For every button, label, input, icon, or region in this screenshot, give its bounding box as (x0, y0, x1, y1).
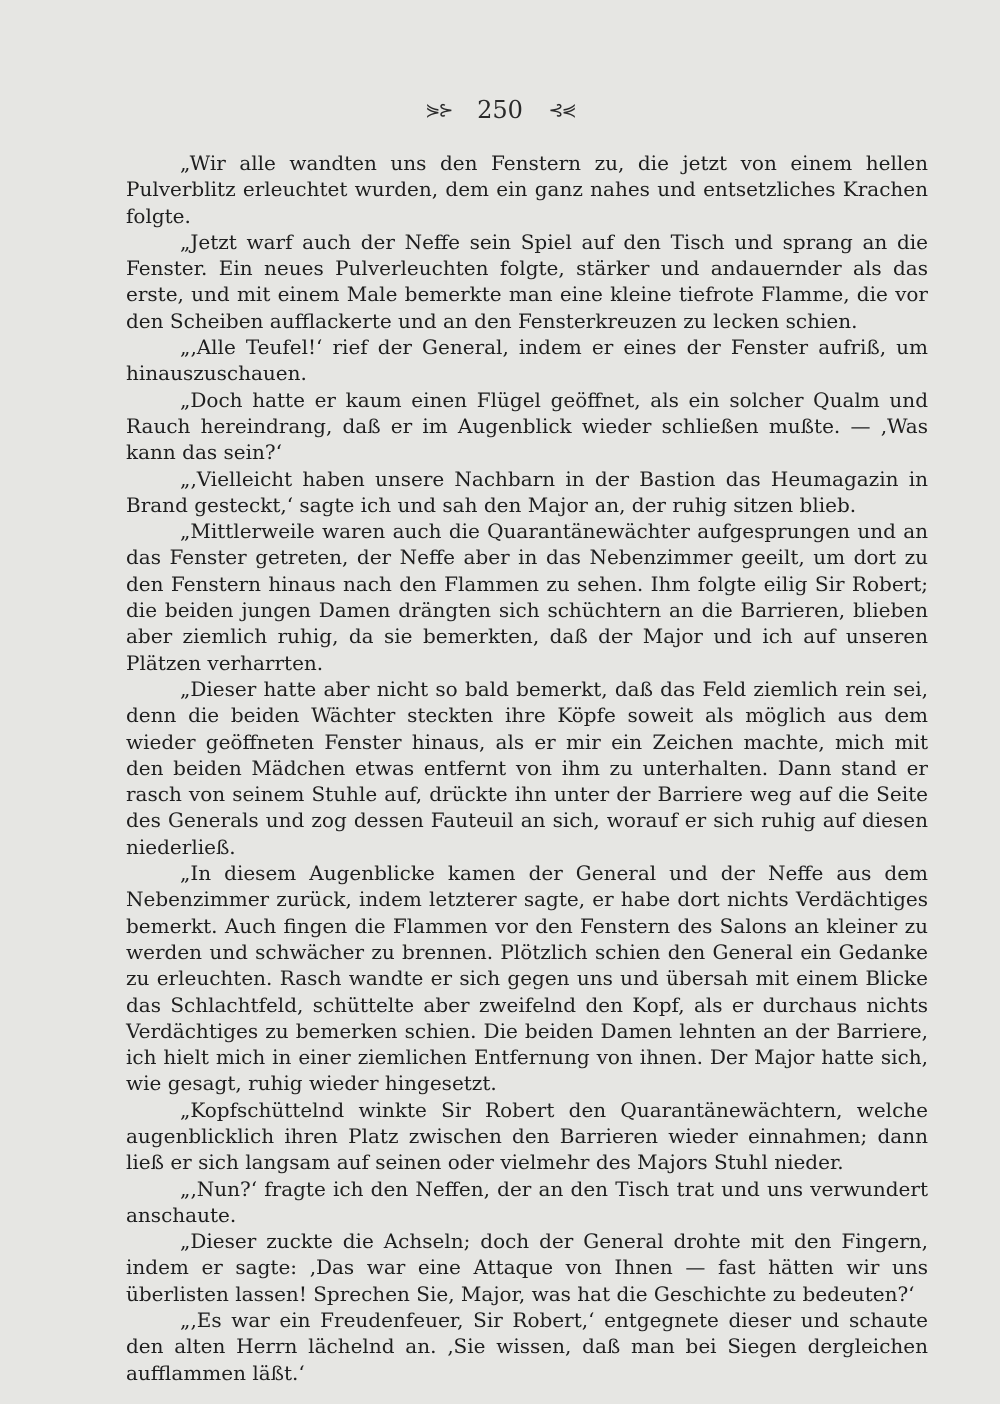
paragraph: „Kopfschüttelnd winkte Sir Robert den Quarantänewächtern, welche augenblicklich ihren Platz zwischen den Barrieren wieder einnahmen; dann ließ er sich langsam auf seinen oder vielmehr des Majors Stuhl nieder. (126, 1097, 928, 1175)
ornament-right-icon: ⊰⋞ (548, 100, 575, 121)
paragraph: „Dieser zuckte die Achseln; doch der General drohte mit den Fingern, indem er sagte: ‚Das war eine Attaque von Ihnen — fast hätten wir uns überlisten lassen! Sprechen Sie, Major, was hat die Geschichte zu bedeuten?‘ (126, 1229, 928, 1306)
ornament-left-icon: ⋟⊱ (425, 100, 452, 121)
paragraph: „Dieser hatte aber nicht so bald bemerkt, daß das Feld ziemlich rein sei, denn die beiden Wächter steckten ihre Köpfe soweit als möglich aus dem wieder geöffneten Fenster hinaus, als er mir ein Zeichen machte, mich mit den beiden Mädchen etwas entfernt von ihm zu unterhalten. Dann stand er rasch von seinem Stuhle auf, drückte ihn unter der Barriere weg auf die Seite des Generals und zog dessen Fauteuil an sich, worauf er sich ruhig auf diesen niederließ. (126, 676, 928, 859)
paragraph: „‚Es war ein Freudenfeuer, Sir Robert,‘ entgegnete dieser und schaute den alten Herrn lächelnd an. ‚Sie wissen, daß man bei Siegen dergleichen aufflammen läßt.‘ (126, 1308, 928, 1385)
paragraph: „Wir alle wandten uns den Fenstern zu, die jetzt von einem hellen Pulverblitz erleuchtet wurden, dem ein ganz nahes und entsetzliches Krachen folgte. (126, 151, 928, 228)
paragraph: „‚Nun?‘ fragte ich den Neffen, der an den Tisch trat und uns verwundert anschaute. (126, 1176, 928, 1227)
page-number: 250 (477, 96, 523, 124)
paragraph: „‚Vielleicht haben unsere Nachbarn in der Bastion das Heumagazin in Brand gesteckt,‘ sagte ich und sah den Major an, der ruhig sitzen blieb. (126, 466, 928, 517)
paragraph: „Doch hatte er kaum einen Flügel geöffnet, als ein solcher Qualm und Rauch hereindrang, daß er im Augenblick wieder schließen mußte. — ‚Was kann das sein?‘ (126, 387, 928, 465)
paragraph: „In diesem Augenblicke kamen der General und der Neffe aus dem Nebenzimmer zurück, indem letzterer sagte, er habe dort nichts Verdächtiges bemerkt. Auch fingen die Flammen vor den Fenstern des Salons an kleiner zu werden und schwächer zu brennen. Plötzlich schien den General ein Gedanke zu erleuchten. Rasch wandte er sich gegen uns und übersah mit einem Blicke das Schlachtfeld, schüttelte aber zweifelnd den Kopf, als er durchaus nichts Verdächtiges zu bemerken schien. Die beiden Damen lehnten an der Barriere, ich hielt mich in einer ziemlichen Entfernung von ihnen. Der Major hatte sich, wie gesagt, ruhig wieder hingesetzt. (126, 861, 928, 1096)
paragraph: „Mittlerweile waren auch die Quarantänewächter aufgesprungen und an das Fenster getreten, der Neffe aber in das Nebenzimmer geeilt, um dort zu den Fenstern hinaus nach den Flammen zu sehen. Ihm folgte eilig Sir Robert; die beiden jungen Damen drängten sich schüchtern an die Barrieren, blieben aber ziemlich ruhig, da sie bemerkten, daß der Major und ich auf unseren Plätzen verharrten. (126, 519, 928, 675)
paragraph: „Jetzt warf auch der Neffe sein Spiel auf den Tisch und sprang an die Fenster. Ein neues Pulverleuchten folgte, stärker und andauernder als das erste, und mit einem Male bemerkte man eine kleine tiefrote Flamme, die vor den Scheiben aufflackerte und an den Fensterkreuzen zu lecken schien. (126, 229, 928, 333)
body-text (126, 150, 928, 1386)
paragraph: „‚Alle Teufel!‘ rief der General, indem er eines der Fenster aufriß, um hinauszuschauen. (126, 335, 928, 386)
page-header (0, 96, 1000, 124)
